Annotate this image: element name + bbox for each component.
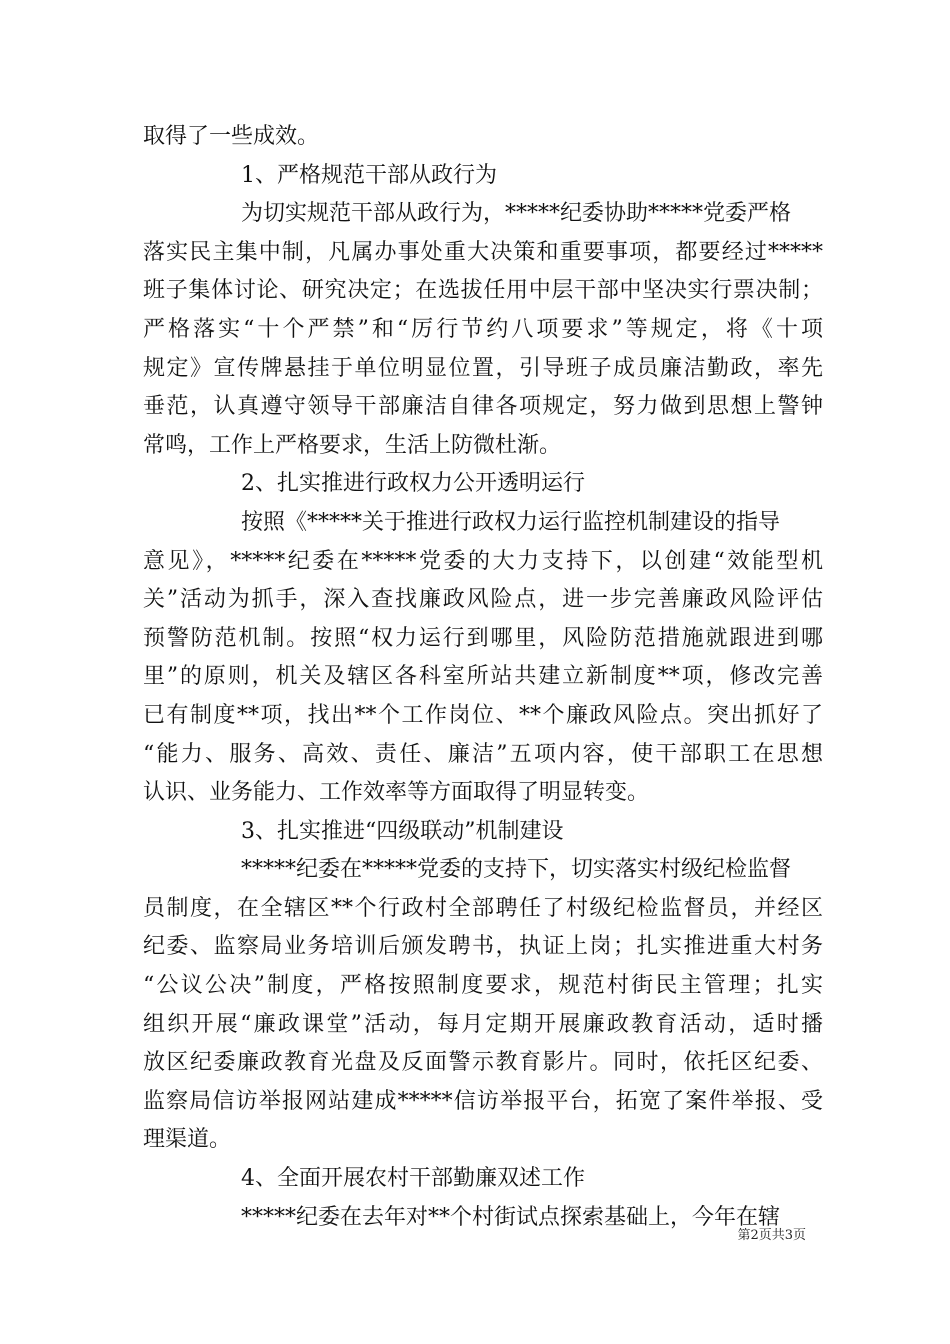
section-heading: 3、扎实推进“四级联动”机制建设 <box>241 818 564 844</box>
paragraph-line: 里”的原则，机关及辖区各科室所站共建立新制度**项，修改完善 <box>143 664 823 690</box>
page-number: 第2页共3页 <box>737 1228 806 1243</box>
document-body <box>143 118 823 1237</box>
paragraph-line: 员制度，在全辖区**个行政村全部聘任了村级纪检监督员，并经区 <box>143 895 823 921</box>
paragraph-line: 垂范，认真遵守领导干部廉洁自律各项规定，努力做到思想上警钟 <box>143 394 823 420</box>
paragraph-line: 监察局信访举报网站建成*****信访举报平台，拓宽了案件举报、受 <box>143 1088 823 1114</box>
section-heading: 1、严格规范干部从政行为 <box>241 162 497 188</box>
paragraph-line: 认识、业务能力、工作效率等方面取得了明显转变。 <box>143 780 650 806</box>
paragraph-line: 取得了一些成效。 <box>143 124 320 149</box>
section-heading: 2、扎实推进行政权力公开透明运行 <box>241 471 585 497</box>
paragraph-line: “能力、服务、高效、责任、廉洁”五项内容，使干部职工在思想 <box>143 741 823 767</box>
paragraph-line: 常鸣，工作上严格要求，生活上防微杜渐。 <box>143 432 562 458</box>
paragraph-line: 严格落实“十个严禁”和“厉行节约八项要求”等规定，将《十项 <box>143 316 823 342</box>
paragraph-line: 落实民主集中制，凡属办事处重大决策和重要事项，都要经过***** <box>143 239 823 265</box>
paragraph-line: “公议公决”制度，严格按照制度要求，规范村街民主管理；扎实 <box>143 973 823 999</box>
paragraph-line: 放区纪委廉政教育光盘及反面警示教育影片。同时，依托区纪委、 <box>143 1050 823 1076</box>
paragraph-line: 按照《*****关于推进行政权力运行监控机制建设的指导 <box>241 509 781 535</box>
paragraph-line: 关”活动为抓手，深入查找廉政风险点，进一步完善廉政风险评估 <box>143 587 823 613</box>
paragraph-line: 意见》，*****纪委在*****党委的大力支持下，以创建“效能型机 <box>143 548 823 574</box>
paragraph-line: 组织开展“廉政课堂”活动，每月定期开展廉政教育活动，适时播 <box>143 1011 823 1037</box>
section-heading: 4、全面开展农村干部勤廉双述工作 <box>241 1166 585 1192</box>
paragraph-line: 规定》宣传牌悬挂于单位明显位置，引导班子成员廉洁勤政，率先 <box>143 355 823 381</box>
paragraph-line: *****纪委在去年对**个村街试点探索基础上，今年在辖 <box>241 1204 781 1230</box>
paragraph-line: 预警防范机制。按照“权力运行到哪里，风险防范措施就跟进到哪 <box>143 625 823 651</box>
paragraph-line: 已有制度**项，找出**个工作岗位、**个廉政风险点。突出抓好了 <box>143 702 823 728</box>
paragraph-line: 班子集体讨论、研究决定；在选拔任用中层干部中坚决实行票决制； <box>143 278 823 304</box>
paragraph-line: 为切实规范干部从政行为，*****纪委协助*****党委严格 <box>241 201 792 227</box>
paragraph-line: 理渠道。 <box>143 1127 232 1153</box>
paragraph-line: *****纪委在*****党委的支持下，切实落实村级纪检监督 <box>241 857 792 883</box>
paragraph-line: 纪委、监察局业务培训后颁发聘书，执证上岗；扎实推进重大村务 <box>143 934 823 960</box>
